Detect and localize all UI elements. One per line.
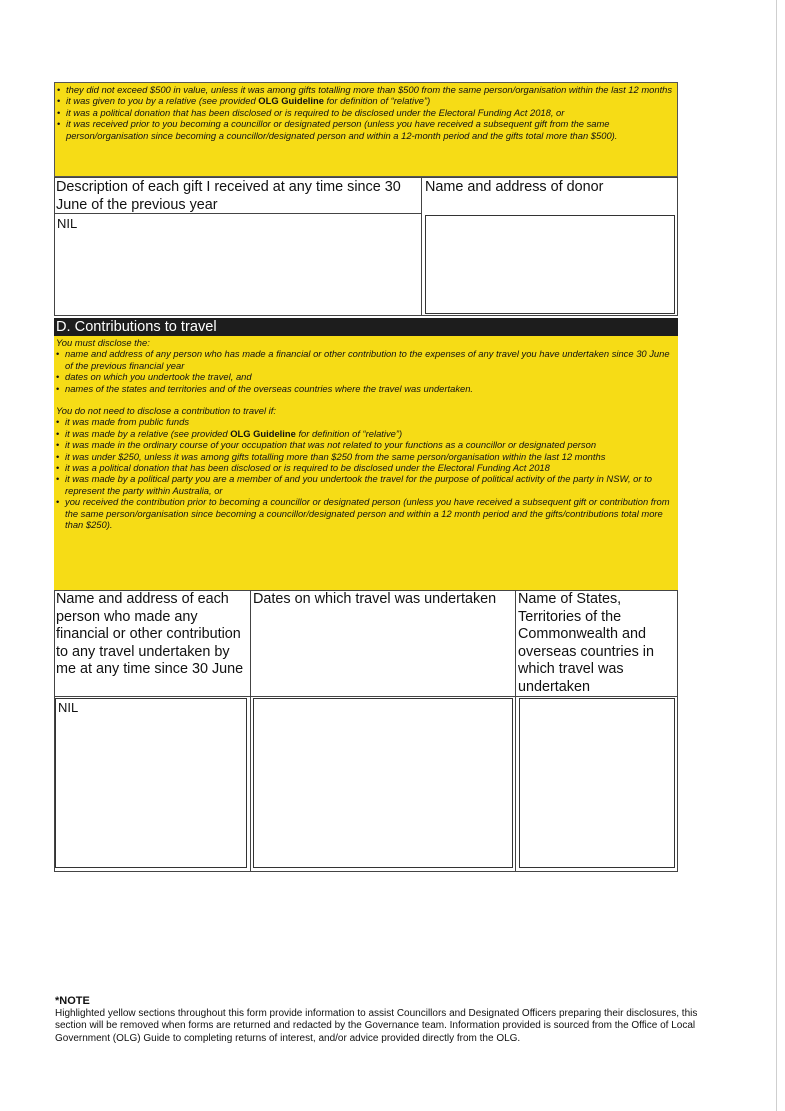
must-disclose-intro: You must disclose the: bbox=[56, 337, 150, 348]
gift-description-field[interactable]: NIL bbox=[57, 216, 78, 231]
not-disclose-intro: You do not need to disclose a contribution to travel if: bbox=[56, 405, 276, 417]
travel-exemption-4: • it was under $250, unless it was among gifts totalling more than $250 from the same person/organisation within the last 12 months bbox=[54, 451, 675, 462]
donor-field[interactable] bbox=[425, 215, 675, 314]
olg-guideline-text: OLG Guideline bbox=[258, 95, 324, 107]
note-title: *NOTE bbox=[55, 995, 90, 1007]
contributor-field[interactable]: NIL bbox=[55, 698, 247, 868]
row-divider bbox=[54, 213, 422, 214]
page-edge-line bbox=[776, 0, 777, 1111]
travel-disclosure-info bbox=[54, 336, 678, 590]
must-disclose-1: • name and address of any person who has made a financial or other contribution to the expenses of any travel you have undertaken since 30 June of the previous financial year bbox=[54, 348, 675, 371]
row-divider bbox=[54, 696, 678, 697]
column-divider bbox=[421, 177, 422, 316]
gift-exemption-2: • it was given to you by a relative (see provided OLG Guideline for definition of “relative”) bbox=[55, 95, 673, 106]
travel-exemption-1: • it was made from public funds bbox=[54, 416, 675, 427]
travel-exemption-2: • it was made by a relative (see provided OLG Guideline for definition of “relative”) bbox=[54, 428, 675, 439]
donor-header: Name and address of donor bbox=[425, 179, 604, 195]
gift-description-header: Description of each gift I received at any time since 30 June of the previous year bbox=[56, 179, 401, 213]
travel-exemption-5: • it was a political donation that has been disclosed or is required to be disclosed under the Electoral Funding Act 2018 bbox=[54, 462, 675, 473]
olg-guideline-text: OLG Guideline bbox=[230, 427, 296, 439]
travel-exemption-3: • it was made in the ordinary course of your occupation that was not related to your functions as a councillor or designated person bbox=[54, 439, 675, 450]
travel-dates-header: Dates on which travel was undertaken bbox=[253, 591, 497, 607]
note-text: Highlighted yellow sections throughout this form provide information to assist Councillors and Designated Officers preparing their disclosures, this section will be removed when forms are returned and redacted by the Governance team. Information provided is sourced from the Office of Local Government (OLG) Guide to completing returns of interest, and/or advice provided directly from the OLG. bbox=[55, 1008, 698, 1044]
gift-exemption-1: • they did not exceed $500 in value, unless it was among gifts totalling more than $500 from the same person/organisation within the last 12 months bbox=[55, 84, 673, 95]
gifts-exemptions-info bbox=[54, 82, 678, 177]
travel-destinations-header: Name of States, Territories of the Commonwealth and overseas countries in which travel was undertaken bbox=[518, 591, 654, 695]
must-disclose-3: • names of the states and territories and of the overseas countries where the travel was undertaken. bbox=[54, 383, 675, 394]
travel-exemption-6: • it was made by a political party you are a member of and you undertook the travel for the purpose of political activity of the party in NSW, or to represent the party within Australia, or bbox=[54, 473, 675, 496]
travel-exemption-7: • you received the contribution prior to becoming a councillor or designated person (unless you have received a subsequent gift or contribution from the same person/organisation since becoming a councillor/designated person and within a 12 month period and the gifts/contributions total more than $250). bbox=[54, 496, 675, 530]
gift-exemption-3: • it was a political donation that has been disclosed or is required to be disclosed under the Electoral Funding Act 2018, or bbox=[55, 107, 673, 118]
contributor-header: Name and address of each person who made any financial or other contribution to any travel undertaken by me at any time since 30 June bbox=[56, 591, 244, 677]
must-disclose-2: • dates on which you undertook the travel, and bbox=[54, 371, 675, 382]
section-d-title: D. Contributions to travel bbox=[54, 318, 678, 336]
column-divider bbox=[250, 590, 251, 872]
travel-destinations-field[interactable] bbox=[519, 698, 675, 868]
column-divider bbox=[515, 590, 516, 872]
travel-dates-field[interactable] bbox=[253, 698, 513, 868]
gift-exemption-4: • it was received prior to you becoming a councillor or designated person (unless you have received a subsequent gift from the same person/organisation since becoming a councillor/designated person and within a 12-month period and the gifts total more than $500). bbox=[55, 118, 673, 141]
